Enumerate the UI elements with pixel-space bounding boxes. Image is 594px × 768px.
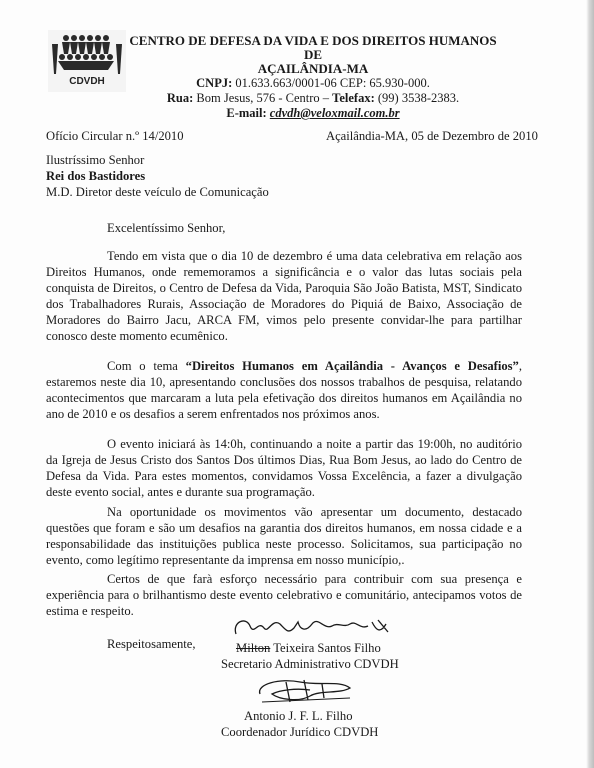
signatory-2-name: Antonio J. F. L. Filho [244, 709, 353, 723]
paragraph-5: Certos de que farà esforço necessário para contribuir com sua presença e experiência para o brilhantismo deste evento celebrativo e comunitário, antecipamos votos de estima e respeito. [46, 572, 522, 618]
recipient-name: Rei dos Bastidores [46, 169, 146, 183]
signatory-1-name-rest: Teixeira Santos Filho [270, 641, 381, 655]
logo-text: CDVDH [69, 76, 105, 87]
event-theme: “Direitos Humanos em Açailândia - Avanços e Desafios” [185, 359, 519, 373]
letter-number: Ofício Circular n.º 14/2010 [46, 129, 184, 143]
signatory-1-name [236, 640, 381, 656]
scan-edge-shadow [586, 0, 594, 768]
email-line [128, 106, 498, 121]
cnpj-label: CNPJ: [196, 76, 233, 90]
closing: Respeitosamente, [107, 637, 196, 651]
paragraph-4: Na oportunidade os movimentos vão apresentar um documento, destacado questões que foram e são um desafios na garantia dos direitos humanos, em nossa cidade e a responsabilidade das instituições publica neste processo. Solicitamos, sua participação no evento, como legítimo representante da imprensa em nosso município,. [46, 505, 522, 567]
telefax-label: Telefax: [332, 91, 375, 105]
recipient-greeting: Ilustríssimo Senhor [46, 153, 145, 167]
cnpj-value: 01.633.663/0001-06 CEP: 65.930-000. [235, 76, 430, 90]
address-line [128, 91, 498, 106]
org-name-line1: CENTRO DE DEFESA DA VIDA E DOS DIREITOS HUMANOS DE [129, 33, 497, 62]
paragraph-1: Tendo em vista que o dia 10 de dezembro é uma data celebrativa em relação aos Direitos Humanos, onde rememoramos a significância e o valor das lutas sociais pela conquista de Direitos, o Centro de Defesa da Vida, Paroquia São João Batista, MST, Sindicato dos Trabalhadores Rurais, Associação de Moradores do Piquiá de Baixo, Associação de Moradores do Bairro Jacu, ARCA FM, vimos pelo presente convidar-lhe para partilhar conosco deste momento ecumênico. [46, 249, 522, 343]
rua-label: Rua: [166, 91, 194, 105]
email-link[interactable]: cdvdh@veloxmail.com.br [269, 106, 400, 120]
signatory-2-title: Coordenador Jurídico CDVDH [221, 725, 379, 739]
signatory-1-title: Secretario Administrativo CDVDH [221, 657, 399, 671]
cdvdh-logo [48, 30, 126, 92]
signature-2 [250, 674, 360, 710]
place-date: Açailândia-MA, 05 de Dezembro de 2010 [326, 129, 538, 143]
recipient-role: M.D. Diretor deste veículo de Comunicação [46, 185, 269, 199]
signatory-1-name-struck: Milton [236, 641, 271, 655]
paragraph-2 [46, 358, 522, 422]
paragraph-3: O evento iniciará às 14:0h, continuando a noite a partir das 19:00h, no auditório da Igreja de Jesus Cristo dos Santos Dos últimos Dias, Rua Bom Jesus, ao lado do Centro de Defesa da Vida. Para estes momentos, convidamos Vossa Excelência, a fazer a divulgação deste evento social, antes e durante sua programação. [46, 437, 522, 499]
org-name-line2: AÇAILÂNDIA-MA [257, 61, 369, 76]
rua-value: Bom Jesus, 576 - Centro – [196, 91, 330, 105]
letterhead [128, 34, 498, 121]
cnpj-line [128, 76, 498, 91]
telefax-value: (99) 3538-2383. [377, 91, 460, 105]
email-label: E-mail: [226, 106, 267, 120]
paragraph-2-rest: , estaremos neste dia 10, apresentando conclusões dos nossos trabalhos de pesquisa, relatando acontecimentos que marcaram a luta pela efetivação dos direitos humanos em Açailândia no ano de 2010 e os desafios a serem enfrentados nos próximos anos. [46, 359, 523, 421]
paragraph-2-intro: Com o tema [107, 359, 186, 373]
salutation: Excelentíssimo Senhor, [107, 221, 226, 235]
